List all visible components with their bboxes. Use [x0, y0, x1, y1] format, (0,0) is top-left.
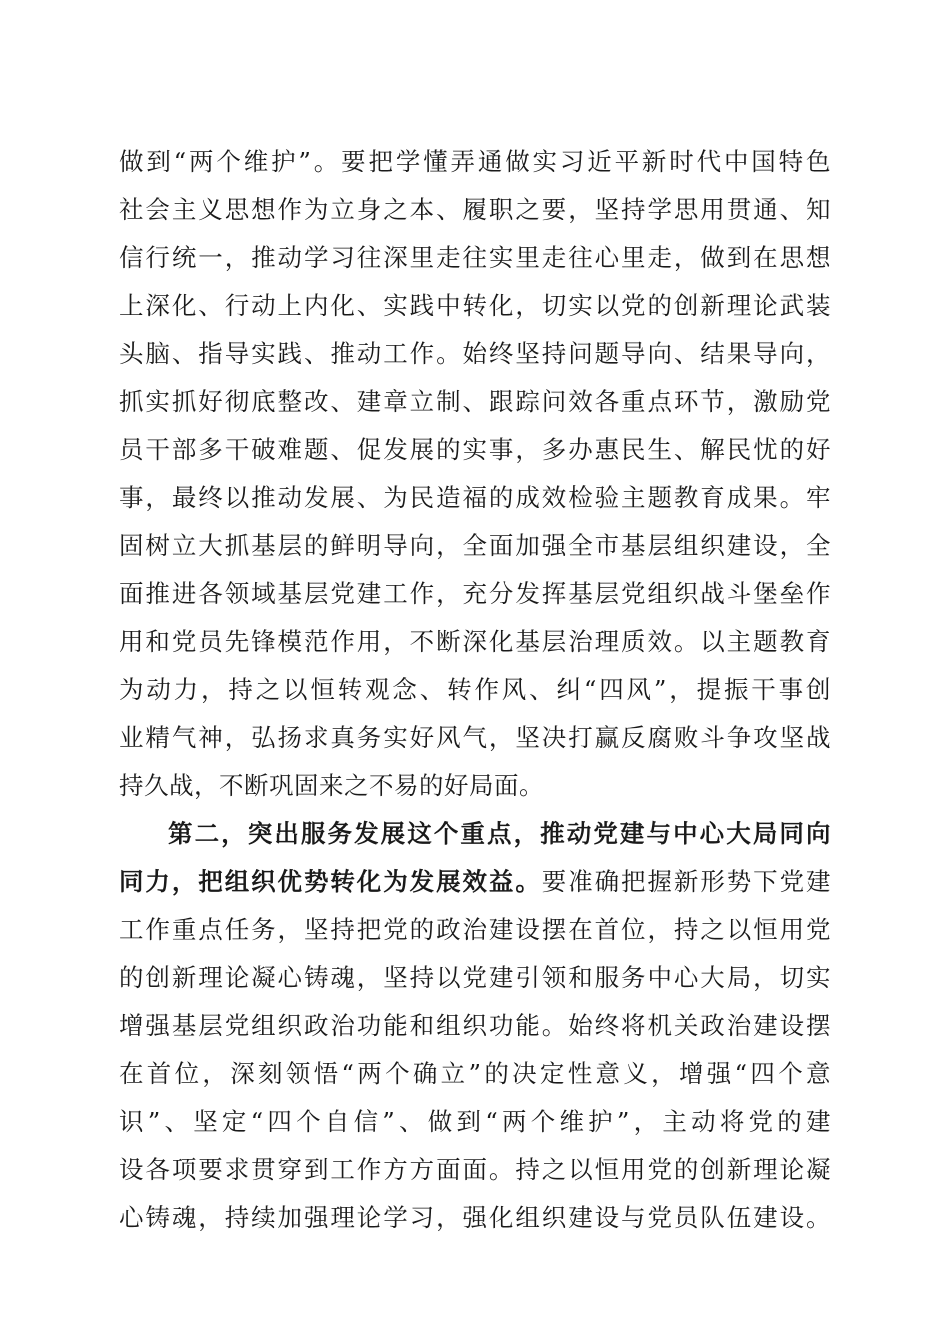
- text-line: 心铸魂，持续加强理论学习，强化组织建设与党员队伍建设。: [119, 1203, 831, 1232]
- text-span: 要准确把握新形势下党建: [541, 867, 832, 896]
- paragraph-1: [119, 138, 831, 810]
- text-line: 做到“两个维护”。要把学懂弄通做实习近平新时代中国特色: [119, 147, 831, 176]
- text-line: 为动力，持之以恒转观念、转作风、纠“四风”，提振干事创: [119, 675, 831, 704]
- document-body: [119, 138, 831, 1242]
- text-line: 上深化、行动上内化、实践中转化，切实以党的创新理论武装: [119, 291, 831, 320]
- text-line: 在首位，深刻领悟“两个确立”的决定性意义，增强“四个意: [119, 1059, 831, 1088]
- text-line: 抓实抓好彻底整改、建章立制、跟踪问效各重点环节，激励党: [119, 387, 831, 416]
- text-line: 员干部多干破难题、促发展的实事，多办惠民生、解民忧的好: [119, 435, 831, 464]
- text-line: 头脑、指导实践、推动工作。始终坚持问题导向、结果导向，: [119, 339, 831, 368]
- section-heading-line: 第二，突出服务发展这个重点，推动党建与中心大局同向: [168, 819, 831, 848]
- paragraph-2: [119, 810, 831, 1242]
- text-line: 的创新理论凝心铸魂，坚持以党建引领和服务中心大局，切实: [119, 963, 831, 992]
- text-line: 识”、坚定“四个自信”、做到“两个维护”，主动将党的建: [119, 1107, 831, 1136]
- text-line: 社会主义思想作为立身之本、履职之要，坚持学思用贯通、知: [119, 195, 831, 224]
- text-line: 工作重点任务，坚持把党的政治建设摆在首位，持之以恒用党: [119, 915, 831, 944]
- text-line: 事，最终以推动发展、为民造福的成效检验主题教育成果。牢: [119, 483, 831, 512]
- text-line: 用和党员先锋模范作用，不断深化基层治理质效。以主题教育: [119, 627, 831, 656]
- text-line: [119, 858, 831, 906]
- text-line: 设各项要求贯穿到工作方方面面。持之以恒用党的创新理论凝: [119, 1155, 831, 1184]
- text-line: 持久战，不断巩固来之不易的好局面。: [119, 771, 544, 800]
- text-line: 信行统一，推动学习往深里走往实里走往心里走，做到在思想: [119, 243, 831, 272]
- section-heading-tail: 同力，把组织优势转化为发展效益。: [119, 867, 542, 896]
- text-line: 面推进各领域基层党建工作，充分发挥基层党组织战斗堡垒作: [119, 579, 831, 608]
- text-line: 业精气神，弘扬求真务实好风气，坚决打赢反腐败斗争攻坚战: [119, 723, 831, 752]
- text-line: 固树立大抓基层的鲜明导向，全面加强全市基层组织建设，全: [119, 531, 831, 560]
- text-line: 增强基层党组织政治功能和组织功能。始终将机关政治建设摆: [119, 1011, 831, 1040]
